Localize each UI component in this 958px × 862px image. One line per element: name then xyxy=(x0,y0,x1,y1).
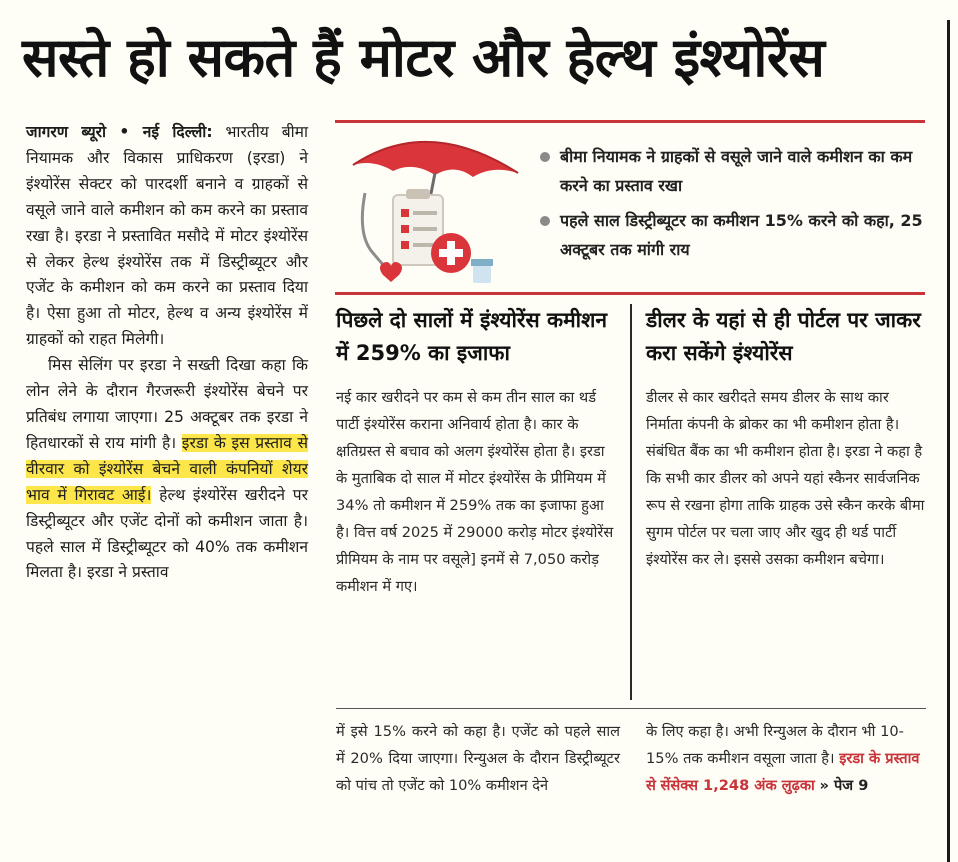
headline: सस्ते हो सकते हैं मोटर और हेल्थ इंश्योरेंस xyxy=(22,26,825,89)
section-body: नई कार खरीदने पर कम से कम तीन साल का थर्ड पार्टी इंश्योरेंस कराना अनिवार्य होता है। कार के क्षतिग्रस्त से बचाव को अलग इंश्योरेंस होता है। इरडा के मुताबिक दो साल में मोटर इंश्योरेंस के प्रीमियम में 34% तो कमीशन में 259% तक का इजाफा हुआ है। वित्त वर्ष 2025 में 29000 करोड़ मोटर इंश्योरेंस प्रीमियम के नाम पर वसूले] इनमें से 7,050 करोड़ कमीशन में गए। xyxy=(336,389,614,595)
cross-reference-headline[interactable]: सेंसेक्स 1,248 अंक लुढ़का xyxy=(660,777,815,794)
bullet-dot-icon xyxy=(540,152,550,162)
section-heading: पिछले दो सालों में इंश्योरेंस कमीशन में 259% का इजाफा xyxy=(336,308,608,365)
summary-bullets xyxy=(540,142,925,270)
cross-reference[interactable]: इरडा के प्रस्ताव से xyxy=(646,750,920,794)
paragraph-2 xyxy=(26,353,308,586)
column-rule xyxy=(947,20,950,862)
continuation-right-text: के लिए कहा है। अभी रिन्युअल के दौरान भी 10-15% तक कमीशन वसूला जाता है। xyxy=(646,723,904,767)
red-rule-top xyxy=(335,120,925,123)
paragraph-2-text: मिस सेलिंग पर इरडा ने सख्ती दिखा कहा कि लोन लेने के दौरान गैरजरूरी इंश्योरेंस बेचने पर प्रतिबंध लगाया जाएगा। 25 अक्टूबर तक इरडा ने हितधारकों से राय मांगी है। xyxy=(26,356,308,452)
paragraph-2-tail: हेल्थ इंश्योरेंस खरीदने पर डिस्ट्रीब्यूटर और एजेंट दोनों को कमीशन जाता है। पहले साल में डिस्ट्रीब्यूटर को 40% तक कमीशन मिलता है। इरडा ने प्रस्ताव xyxy=(26,485,308,582)
paragraph-1-text: भारतीय बीमा नियामक और विकास प्राधिकरण (इरडा) ने इंश्योरेंस सेक्टर को पारदर्शी बनाने व ग्राहकों से वसूले जाने वाले कमीशन को कम करने का प्रस्ताव रखा है। इरडा ने प्रस्तावित मसौदे में मोटर इंश्योरेंस से लेकर हेल्थ इंश्योरेंस तक में डिस्ट्रीब्यूटर और एजेंट के कमीशन को कम करने का प्रस्ताव दिया है। ऐसा हुआ तो मोटर, हेल्थ व अन्य इंश्योरेंस में ग्राहकों को राहत मिलेगी। xyxy=(26,123,308,349)
page-reference[interactable]: » पेज 9 xyxy=(819,777,869,794)
bullet-item xyxy=(540,206,925,264)
section-heading: डीलर के यहां से ही पोर्टल पर जाकर करा सकेंगे इंश्योरेंस xyxy=(646,308,921,365)
bullet-text: पहले साल डिस्ट्रीब्यूटर का कमीशन 15% करने को कहा, 25 अक्टूबर तक मांगी राय xyxy=(560,211,923,259)
section-body: डीलर से कार खरीदते समय डीलर के साथ कार निर्माता कंपनी के ब्रोकर का भी कमीशन होता है। संबंधित बैंक का भी कमीशन होता है। इरडा ने कहा है कि सभी कार डीलर को अपने यहां स्कैनर सार्वजनिक रूप से रखना होगा ताकि ग्राहक उसे स्कैन करके बीमा सुगम पोर्टल पर चला जाए और खुद ही थर्ड पार्टी इंश्योरेंस कर ले। इससे उसका कमीशन बचेगा। xyxy=(646,389,925,568)
byline: जागरण ब्यूरो • नई दिल्ली: xyxy=(26,123,213,141)
red-rule-bottom xyxy=(335,292,925,295)
section-dealer-portal xyxy=(646,304,926,573)
continuation-middle: में इसे 15% करने को कहा है। एजेंट को पहले साल में 20% दिया जाएगा। रिन्युअल के दौरान डिस्ट्रीब्यूटर को पांच तो एजेंट को 10% कमीशन देने xyxy=(336,723,620,794)
column-main-story xyxy=(26,120,308,586)
section-divider xyxy=(336,708,926,709)
bullet-item xyxy=(540,142,925,200)
umbrella-insurance-illustration xyxy=(343,125,523,290)
bullet-dot-icon xyxy=(540,216,550,226)
section-commission-increase xyxy=(336,304,620,600)
continuation-right xyxy=(646,718,928,799)
bullet-text: बीमा नियामक ने ग्राहकों से वसूले जाने वाले कमीशन का कम करने का प्रस्ताव रखा xyxy=(560,147,913,195)
paragraph-1 xyxy=(26,120,308,353)
column-divider xyxy=(630,304,632,700)
highlighted-sentence: इरडा के इस प्रस्ताव से वीरवार को इंश्योरेंस बेचने वाली कंपनियों शेयर भाव में गिरावट आई। xyxy=(26,433,308,504)
